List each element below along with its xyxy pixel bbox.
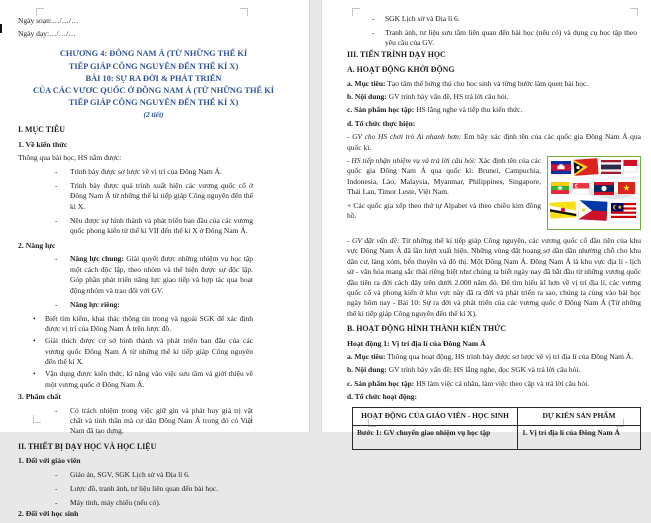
list-item-text: Lược đồ, tranh ảnh, tư liệu liên quan đến bài học. <box>70 484 219 494</box>
section-ii-heading: II. THIẾT BỊ DẠY HỌC VÀ HỌC LIỆU <box>18 441 157 451</box>
list-item-label: Năng lực riêng: <box>70 299 120 309</box>
activity-a-heading: A. HOẠT ĐỘNG KHỞI ĐỘNG <box>347 65 455 75</box>
flags-image <box>547 156 641 230</box>
list-item <box>18 484 253 494</box>
list-item <box>18 300 253 310</box>
quality-heading: 3. Phẩm chất <box>18 391 61 401</box>
flag-singapore <box>573 183 589 194</box>
date-taught-line: Ngày dạy:…/…/… <box>18 29 76 38</box>
list-item <box>18 369 253 390</box>
dash-marker: - <box>372 14 375 23</box>
list-item <box>18 314 253 335</box>
list-item-text: Trình bày được quá trình xuất hiện các vương quốc cổ ở Đông Nam Á từ những thế kỉ tiếp giáp Công nguyên đến thế kỉ X. <box>70 181 253 211</box>
problem-paragraph <box>347 236 641 319</box>
organization-line: d. Tổ chức thực hiện: <box>347 118 416 128</box>
content-line <box>347 365 641 375</box>
content-text: GV trình bày vấn đề, HS trả lời câu hỏi. <box>386 91 509 101</box>
date-prepared-line: Ngày soạn:…/…/… <box>18 16 79 25</box>
product-text: HS lắng nghe và tiếp thu kiến thức. <box>414 105 523 115</box>
product-line <box>347 105 641 115</box>
dash-marker: - <box>55 254 58 264</box>
dash-marker: - <box>55 181 58 191</box>
title-line: BÀI 10: SỰ RA ĐỜI & PHÁT TRIỂN <box>85 73 222 83</box>
list-item <box>347 14 637 24</box>
problem-lead: GV đặt vấn đề: <box>352 235 400 245</box>
flag-timor-leste <box>573 158 598 176</box>
list-item-text: Trình bày được sơ lược về vị trí của Đông Nam Á. <box>70 167 222 177</box>
list-item-text: Giáo án, SGV, SGK Lịch sử và Địa lí 6. <box>70 470 190 480</box>
content-text: GV trình bày vấn đề; HS lắng nghe, đọc SGK và trả lời câu hỏi. <box>386 365 581 375</box>
table-header-row <box>353 407 641 425</box>
activity-b-heading: B. HOẠT ĐỘNG HÌNH THÀNH KIẾN THỨC <box>347 324 507 334</box>
dash-prefix: - <box>347 235 352 245</box>
alphabet-note: + Các quốc gia xếp theo thứ tự Alpabet và theo chiều kim đồng hồ. <box>347 200 541 220</box>
list-item-label: Năng lực chung: <box>70 254 124 264</box>
content-label: b. Nội dung: <box>347 365 387 375</box>
teacher-heading: 1. Đối với giáo viên <box>18 456 81 466</box>
activity-1-heading: Hoạt động 1: Vị trí địa lí của Đông Nam Á <box>347 338 486 348</box>
dash-marker: - <box>55 498 58 507</box>
section-iii-heading: III. TIẾN TRÌNH DẠY HỌC <box>347 49 446 59</box>
organization-line: d. Tổ chức hoạt động: <box>347 392 418 402</box>
flag-thailand <box>601 160 621 174</box>
title-line: TIẾP GIÁP CÔNG NGUYÊN ĐẾN THẾ KỈ X) <box>68 61 239 71</box>
bullet-marker: • <box>33 313 36 323</box>
flag-philippines <box>579 200 608 220</box>
objective-text: Thông qua hoạt động, HS trình bày được sơ lược về vị trí địa lí của Đông Nam Á. <box>385 352 634 362</box>
list-item <box>18 406 253 437</box>
bullet-marker: • <box>33 336 36 346</box>
list-item <box>18 254 253 296</box>
answer-text: Xác định tên của các quốc gia Đông Nam Á qua quốc kì: Brunei, Campuchia, Indonesia, Lào, Malaysia, Myanmar, Philippines, Singapore, Thái Lan, Timor Leste, Việt Nam. <box>347 155 542 197</box>
knowledge-heading: 1. Về kiến thức <box>18 139 68 149</box>
objective-line <box>347 79 641 89</box>
list-item-text: SGK Lịch sử và Địa lí 6. <box>385 14 460 23</box>
game-text: Em hãy xác định tên của các quốc gia Đông Nam Á qua quốc kì. <box>347 132 641 152</box>
list-item <box>18 336 253 367</box>
list-item-text: Nêu được sự hình thành và phát triển ban đầu của các vương quốc phong kiến từ thế kỉ VII đến thế kỉ X ở Đông Nam Á. <box>70 215 253 236</box>
table-cell-product1: 1. Vị trí địa lí của Đông Nam Á <box>518 425 641 449</box>
table-header-teacher-student: HOẠT ĐỘNG CỦA GIÁO VIÊN - HỌC SINH <box>353 407 518 425</box>
objective-text: Tạo tâm thế hứng thú cho học sinh và từng bước làm quen bài học. <box>385 78 589 88</box>
activity-table <box>352 407 641 450</box>
list-item-text: Giải quyết được những nhiệm vụ học tập một cách độc lập, theo nhóm và thể hiện được sự độc lập. Góp phần phát triển năng lực giao tiếp và hợp tác qua hoạt động nhóm và trao đổi với GV. <box>70 254 253 295</box>
list-item-text: Máy tính, máy chiếu (nếu có). <box>70 498 161 507</box>
title-line: CHƯƠNG 4: ĐÔNG NAM Á (TỪ NHỮNG THẾ KỈ <box>59 49 248 59</box>
list-item-text: Biết tìm kiếm, khai thác thông tin trong và ngoài SGK để xác định được vị trí của Đông Nam Á trên lược đồ. <box>45 313 253 333</box>
dash-marker: - <box>55 167 58 177</box>
dash-marker: - <box>55 215 58 225</box>
list-item-text: Có trách nhiệm trong việc giữ gìn và phát huy giá trị vật chất và tinh thần mà cư dân Đông Nam Á trong đó có Việt Nam đã tạo dựng. <box>70 405 253 436</box>
dash-prefix: - <box>347 132 353 142</box>
answer-lead: HS tiếp nhận nhiệm vụ và trả lời câu hỏi: <box>351 155 477 165</box>
content-line <box>347 92 641 102</box>
table-header-expected-product: DỰ KIẾN SẢN PHẨM <box>518 407 641 425</box>
objective-label: a. Mục tiêu: <box>347 78 386 88</box>
title-line: CỦA CÁC VƯƠC QUỐC Ở ĐÔNG NAM Á (TỪ NHỮNG THẾ KỈ <box>33 86 274 96</box>
document-page-1[interactable] <box>0 0 310 519</box>
section-i-heading: I. MỤC TIÊU <box>18 125 65 135</box>
title-line: TIẾP GIÁP CÔNG NGUYÊN ĐẾN THẾ KỈ X) <box>68 98 239 108</box>
flag-malaysia <box>611 203 636 218</box>
competence-heading: 2. Năng lực <box>18 240 56 250</box>
flag-laos <box>594 182 614 195</box>
product-label: c. Sản phẩm học tập: <box>347 105 415 115</box>
objective-line <box>347 352 641 362</box>
dash-marker: - <box>55 299 58 309</box>
list-item <box>18 216 253 237</box>
flag-vietnam <box>618 182 635 194</box>
bullet-marker: • <box>33 369 36 379</box>
lesson-title <box>18 48 289 120</box>
problem-text: Từ những thế kỉ tiếp giáp Công nguyên, các vương quốc cổ đầu tiên của khu vực Đông Nam Á đã lần lượt xuất hiện. Những vùng đất hoang sơ dần dần nhường chỗ cho khu dân cư, làng xóm, bến thuyền và đô thị. Một Đông Nam Á. Đông Nam Á là khu vực địa lí - lịch sử - văn hóa mang sắc thái riêng biệt như chúng ta biết ngày nay đã bắt đầu từ những vương quốc đầu tiên ra đời cách đây trên dưới 2.000 năm đó. Để tìm hiểu kĩ hơn về vị trí địa lí, các vương quốc cổ và phong kiến ở khu vực này đã ra đời và phát triển ra sao, chúng ta cùng vào bài học ngày hôm nay - Bài 10: Sự ra đời và phát triển của các vương quốc ở Đông Nam Á (Từ những thế kỉ tiếp giáp Công nguyên đến thế kỉ X). <box>347 235 641 318</box>
game-lead: GV cho HS chơi trò Ai nhanh hơn: <box>352 132 462 142</box>
student-heading: 2. Đối với học sinh <box>18 509 79 519</box>
dash-marker: - <box>55 484 58 494</box>
product-text: HS làm việc cá nhân, làm việc theo cặp và trả lời câu hỏi. <box>414 378 590 388</box>
list-item-text: Vận dụng được kiến thức, kĩ năng vào việc sưu tầm và giới thiệu về một vương quốc ở Đông Nam Á. <box>45 369 253 389</box>
content-label: b. Nội dung: <box>347 91 387 101</box>
knowledge-intro: Thông qua bài học, HS nắm được: <box>18 153 122 163</box>
list-item-text: Giải thích được cơ sở hình thành và phát triển ban đầu của các vương quốc Đông Nam Á từ những thế kỉ tiếp giáp Công nguyên đến thế kỉ X. <box>45 336 253 366</box>
dash-marker: - <box>55 470 58 480</box>
sea-flags-graphic <box>548 157 638 227</box>
flag-brunei <box>550 201 577 218</box>
table-row <box>353 425 641 449</box>
list-item-text: Tranh ảnh, tư liệu sưu tầm liên quan đến bài học (nếu có) và dụng cụ học tập theo yêu cầu của GV. <box>385 27 637 48</box>
flag-cambodia <box>551 161 571 174</box>
document-page-2[interactable] <box>321 0 651 437</box>
duration-note: (2 tiết) <box>143 110 164 120</box>
table-cell-step1: Bước 1: GV chuyển giao nhiệm vụ học tập <box>353 425 518 449</box>
list-item <box>347 28 637 49</box>
list-item <box>18 470 253 480</box>
flag-myanmar <box>551 182 569 194</box>
text-cursor <box>0 24 2 33</box>
product-label: c. Sản phẩm học tập: <box>347 378 415 388</box>
objective-label: a. Mục tiêu: <box>347 352 386 362</box>
list-item <box>18 181 253 212</box>
list-item <box>18 167 253 177</box>
dash-marker: - <box>55 405 58 415</box>
product-line <box>347 379 641 389</box>
list-item <box>18 498 253 508</box>
flag-indonesia <box>624 160 638 172</box>
dash-prefix: - <box>347 155 352 165</box>
dash-marker: - <box>372 27 375 37</box>
game-paragraph <box>347 132 641 153</box>
